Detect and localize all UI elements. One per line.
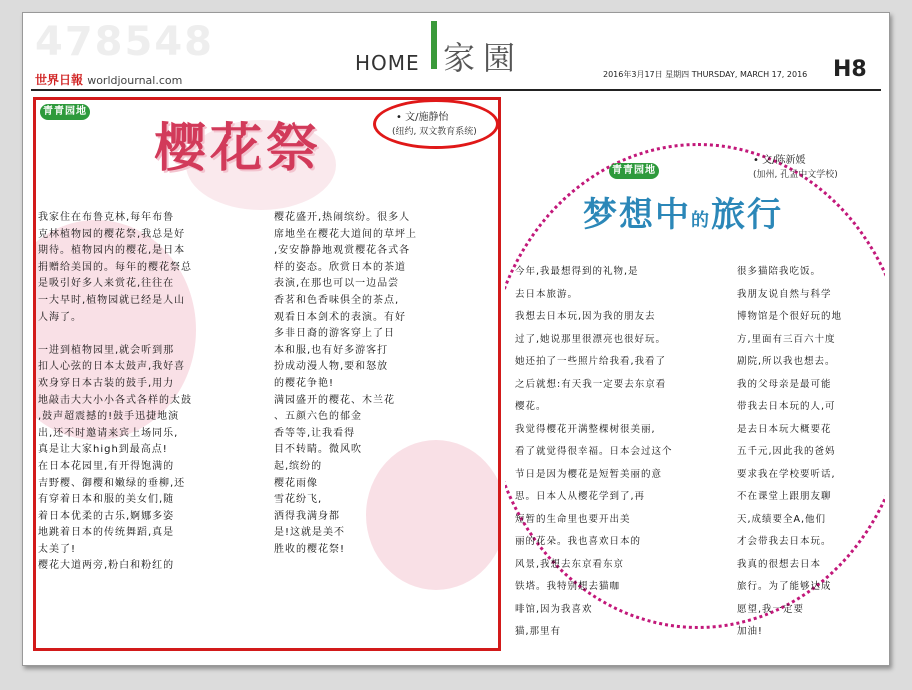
text-line: 真是让大家high到最高点!	[38, 444, 168, 456]
text-line: 樱花。	[515, 401, 547, 412]
highlight-circle	[373, 99, 499, 149]
text-line: 樱花雨像	[274, 477, 318, 489]
text-line: 五千元,因此我的爸妈	[737, 446, 836, 457]
text-line: 地跳着日本的传统舞蹈,真是	[38, 527, 175, 539]
text-line: 方,里面有三百六十度	[737, 333, 836, 345]
text-line: 之后就想:有天我一定要去东京看	[515, 378, 667, 390]
text-line: 短暂的生命里也要开出美	[515, 513, 631, 525]
text-line: 樱花盛开,热闹缤纷。很多人	[274, 212, 411, 223]
text-line: 加油!	[737, 626, 763, 637]
text-line: 樱花大道两旁,粉白和粉红的	[38, 560, 175, 572]
text-line	[38, 326, 266, 343]
text-line: 我的父母亲是最可能	[737, 378, 832, 390]
author-school: (纽约, 双文教育系统)	[392, 127, 477, 137]
text-line: 天,成绩要全A,他们	[737, 513, 827, 525]
text-line: 要求我在学校要听话,	[737, 468, 836, 480]
text-line: 雪花纷飞,	[274, 494, 323, 506]
title-part-3: 旅行	[711, 195, 783, 235]
text-line: 人海了。	[38, 311, 82, 323]
author-name: • 文/陈新媛	[753, 155, 806, 166]
text-line: 风景,我想去东京看东京	[515, 558, 625, 570]
left-article	[33, 97, 501, 651]
author-school: (加州, 孔孟中文学校)	[753, 170, 838, 180]
text-line: 多非日裔的游客穿上了日	[274, 328, 395, 340]
author-name: • 文/施静怡	[396, 112, 449, 123]
text-line: 才会带我去日本玩。	[737, 536, 832, 547]
text-line: ,鼓声超震撼的!鼓手迅捷地演	[38, 411, 180, 423]
article-column-2	[737, 261, 885, 644]
right-article	[505, 143, 885, 653]
text-line: 节日是因为樱花是短暂美丽的意	[515, 468, 663, 480]
section-home-cn: 家園	[443, 39, 524, 77]
text-line: 克林植物园的樱花祭,我总是好	[38, 228, 186, 240]
text-line: 看了就觉得很幸福。日本会过这个	[515, 446, 673, 457]
text-line: 香等等,让我看得	[274, 427, 356, 439]
text-line: 愿望,我一定要	[737, 603, 805, 615]
text-line: 本和服,也有好多游客打	[274, 344, 389, 356]
article-column-1	[38, 210, 266, 575]
home-accent-bar	[431, 21, 437, 69]
section-badge: 青青园地	[609, 163, 659, 179]
text-line: ,安安静静地观赏樱花各式各	[274, 245, 411, 257]
text-line: 博物馆是个很好玩的地	[737, 311, 843, 322]
text-line: 是去日本玩大概要花	[737, 423, 832, 435]
newspaper-page	[22, 12, 890, 666]
text-line: 欢身穿日本古装的鼓手,用力	[38, 377, 175, 389]
text-line: 捐赠给美国的。每年的樱花祭总	[38, 261, 192, 273]
text-line: 香茗和色香味俱全的茶点,	[274, 294, 400, 306]
text-line: 今年,我最想得到的礼物,是	[515, 266, 639, 277]
text-line: 丽的花朵。我也喜欢日本的	[515, 536, 642, 547]
text-line: 旅行。为了能够达成	[737, 581, 832, 592]
text-line: 样的姿态。欣赏日本的茶道	[274, 261, 406, 273]
text-line: 观看日本剑术的表演。有好	[274, 311, 406, 323]
text-line: 是!这就是美不	[274, 527, 346, 539]
text-line: 扮成动漫人物,要和怒放	[274, 361, 389, 373]
text-line: 席地坐在樱花大道间的草坪上	[274, 228, 417, 240]
text-line: 不在课堂上跟朋友聊	[737, 491, 832, 502]
text-line: 太美了!	[38, 543, 77, 555]
text-line: 表演,在那也可以一边品尝	[274, 278, 400, 290]
text-line: 她还拍了一些照片给我看,我看了	[515, 356, 667, 367]
text-line: 目不转睛。微风吹	[274, 444, 362, 456]
text-line: 有穿着日本和服的美女们,随	[38, 494, 175, 506]
page-number: H8	[833, 57, 867, 82]
text-line: 胜收的樱花祭!	[274, 543, 346, 555]
text-line: 我觉得樱花开满整棵树很美丽,	[515, 423, 656, 435]
article-title	[583, 187, 783, 236]
text-line: 洒得我满身都	[274, 510, 340, 522]
text-line: 啡馆,因为我喜欢	[515, 603, 593, 615]
text-line: 出,还不时邀请来宾上场同乐,	[38, 427, 179, 439]
text-line: 扣人心弦的日本太鼓声,我好喜	[38, 361, 186, 373]
text-line: 很多猫陪我吃饭。	[737, 266, 822, 277]
issue-date: 2016年3月17日 星期四 THURSDAY, MARCH 17, 2016	[603, 70, 808, 79]
text-line: 的樱花争艳!	[274, 377, 335, 389]
text-line: 期待。植物园内的樱花,是日本	[38, 245, 186, 257]
text-line: 剧院,所以我也想去。	[737, 356, 836, 367]
text-line: 去日本旅游。	[515, 288, 579, 300]
text-line: 地敲击大大小小各式各样的太鼓	[38, 394, 192, 406]
text-line: 我朋友说自然与科学	[737, 288, 832, 300]
title-part-1: 梦想中	[583, 195, 691, 235]
text-line: 思。日本人从樱花学到了,再	[515, 491, 646, 502]
article-column-2	[274, 210, 494, 558]
text-line: 我想去日本玩,因为我的朋友去	[515, 311, 656, 322]
text-line: 我家住在布鲁克林,每年布鲁	[38, 212, 175, 223]
text-line: 、五颜六色的郁金	[274, 411, 362, 423]
section-home-label: HOME	[355, 51, 420, 75]
text-line: 我真的很想去日本	[737, 558, 822, 570]
text-line: 一进到植物园里,就会听到那	[38, 344, 175, 356]
logo-url: worldjournal.com	[87, 74, 183, 87]
masthead-watermark: 478548	[35, 19, 214, 65]
title-part-2: 的	[691, 210, 711, 231]
text-line: 铁塔。我特别想去猫咖	[515, 581, 621, 592]
text-line: 是吸引好多人来赏花,往往在	[38, 278, 175, 290]
text-line: 过了,她说那里很漂亮也很好玩。	[515, 333, 667, 345]
section-badge: 青青园地	[40, 104, 90, 120]
text-line: 猫,那里有	[515, 626, 562, 637]
text-line: 着日本优柔的古乐,婀娜多姿	[38, 510, 175, 522]
logo-cn: 世界日報	[35, 73, 84, 87]
text-line: 一大早时,植物园就已经是人山	[38, 294, 186, 306]
newspaper-logo	[35, 71, 182, 88]
article-column-1	[515, 261, 725, 644]
text-line: 在日本花园里,有开得饱满的	[38, 460, 175, 472]
article-title: 樱花祭	[154, 119, 323, 179]
text-line: 吉野樱、御樱和嫩绿的垂柳,还	[38, 477, 186, 489]
text-line: 起,缤纷的	[274, 460, 323, 472]
text-line: 满园盛开的樱花、木兰花	[274, 394, 395, 406]
text-line: 带我去日本玩的人,可	[737, 401, 836, 412]
masthead-rule	[31, 89, 881, 91]
